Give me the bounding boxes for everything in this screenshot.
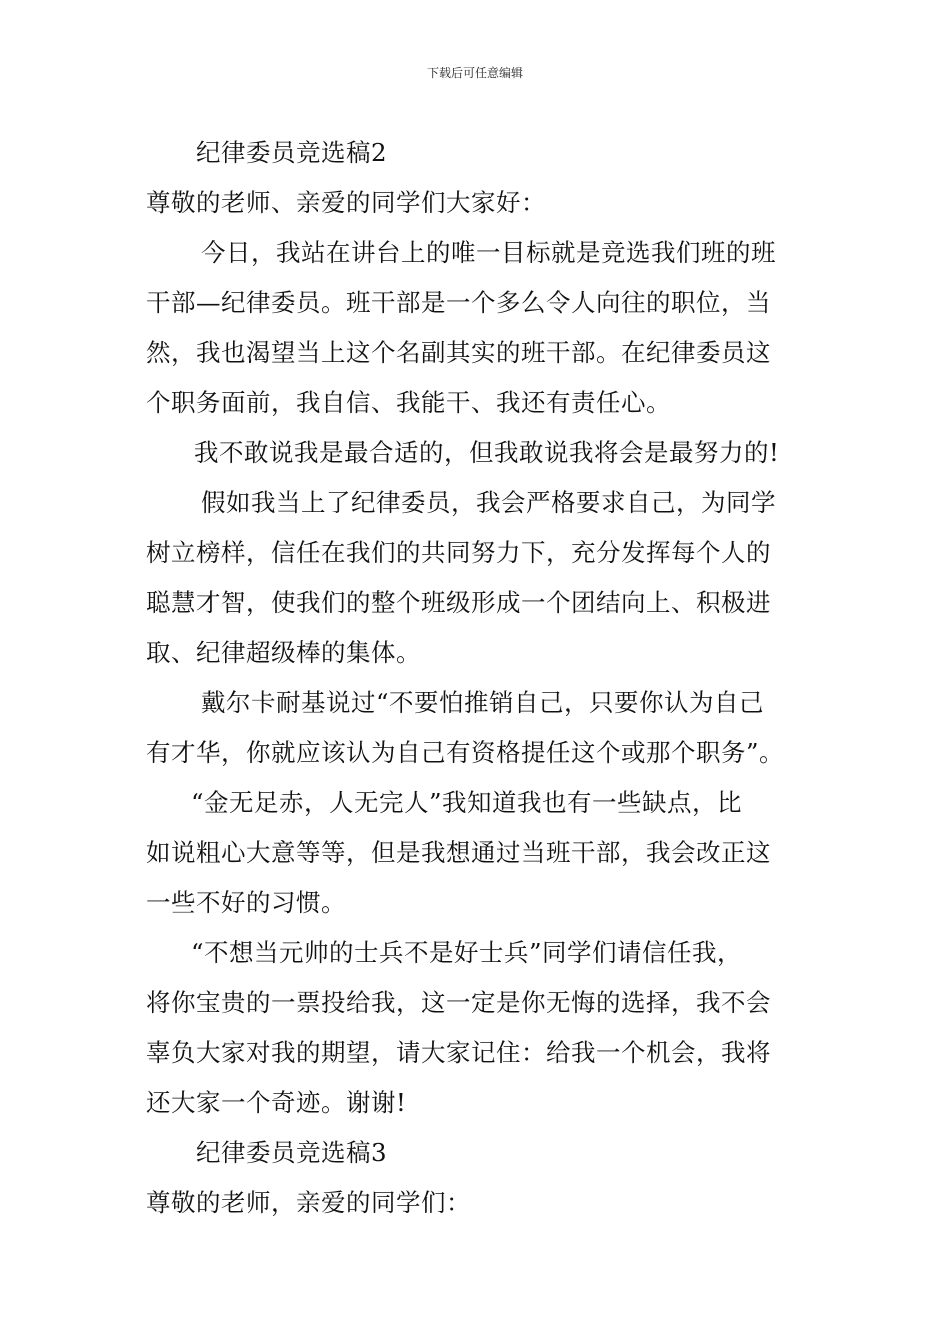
paragraph-line: 辜负大家对我的期望，请大家记住：给我一个机会，我将 bbox=[146, 1038, 771, 1067]
paragraph-6 bbox=[146, 928, 808, 1128]
paragraph-line: “不想当元帅的士兵不是好士兵”同学们请信任我， bbox=[191, 938, 743, 967]
page-header: 下载后可任意编辑 bbox=[426, 66, 523, 80]
paragraph-4 bbox=[146, 678, 808, 778]
paragraph-line: 还大家一个奇迹。谢谢! bbox=[146, 1088, 407, 1117]
paragraph-5 bbox=[146, 778, 808, 928]
paragraph-line: 聪慧才智，使我们的整个班级形成一个团结向上、积极进 bbox=[146, 588, 771, 617]
paragraph-3 bbox=[146, 478, 808, 678]
paragraph-line: 假如我当上了纪律委员，我会严格要求自己，为同学 bbox=[201, 488, 776, 517]
section-title: 纪律委员竞选稿2 bbox=[196, 138, 388, 167]
greeting: 尊敬的老师，亲爱的同学们： bbox=[146, 1188, 471, 1217]
paragraph-line: 个职务面前，我自信、我能干、我还有责任心。 bbox=[146, 388, 671, 417]
paragraph-2 bbox=[146, 428, 808, 478]
document-body bbox=[146, 128, 808, 1228]
paragraph-line: 干部—纪律委员。班干部是一个多么令人向往的职位，当 bbox=[146, 288, 771, 317]
paragraph-1 bbox=[146, 228, 808, 428]
paragraph-line: 取、纪律超级棒的集体。 bbox=[146, 638, 421, 667]
paragraph-line: 然，我也渴望当上这个名副其实的班干部。在纪律委员这 bbox=[146, 338, 771, 367]
paragraph-line: 有才华，你就应该认为自己有资格提任这个或那个职务”。 bbox=[146, 738, 785, 767]
paragraph-line: 戴尔卡耐基说过“不要怕推销自己，只要你认为自己 bbox=[201, 688, 765, 717]
paragraph-line: 树立榜样，信任在我们的共同努力下，充分发挥每个人的 bbox=[146, 538, 771, 567]
paragraph-line: 今日，我站在讲台上的唯一目标就是竞选我们班的班 bbox=[201, 238, 776, 267]
paragraph-line: “金无足赤，人无完人”我知道我也有一些缺点，比 bbox=[191, 788, 743, 817]
paragraph-line: 一些不好的习惯。 bbox=[146, 888, 346, 917]
paragraph-line: 我不敢说我是最合适的，但我敢说我将会是最努力的! bbox=[194, 438, 780, 467]
paragraph-line: 如说粗心大意等等，但是我想通过当班干部，我会改正这 bbox=[146, 838, 771, 867]
section-title: 纪律委员竞选稿3 bbox=[196, 1138, 388, 1167]
paragraph-line: 将你宝贵的一票投给我，这一定是你无悔的选择，我不会 bbox=[146, 988, 771, 1017]
greeting: 尊敬的老师、亲爱的同学们大家好： bbox=[146, 188, 546, 217]
